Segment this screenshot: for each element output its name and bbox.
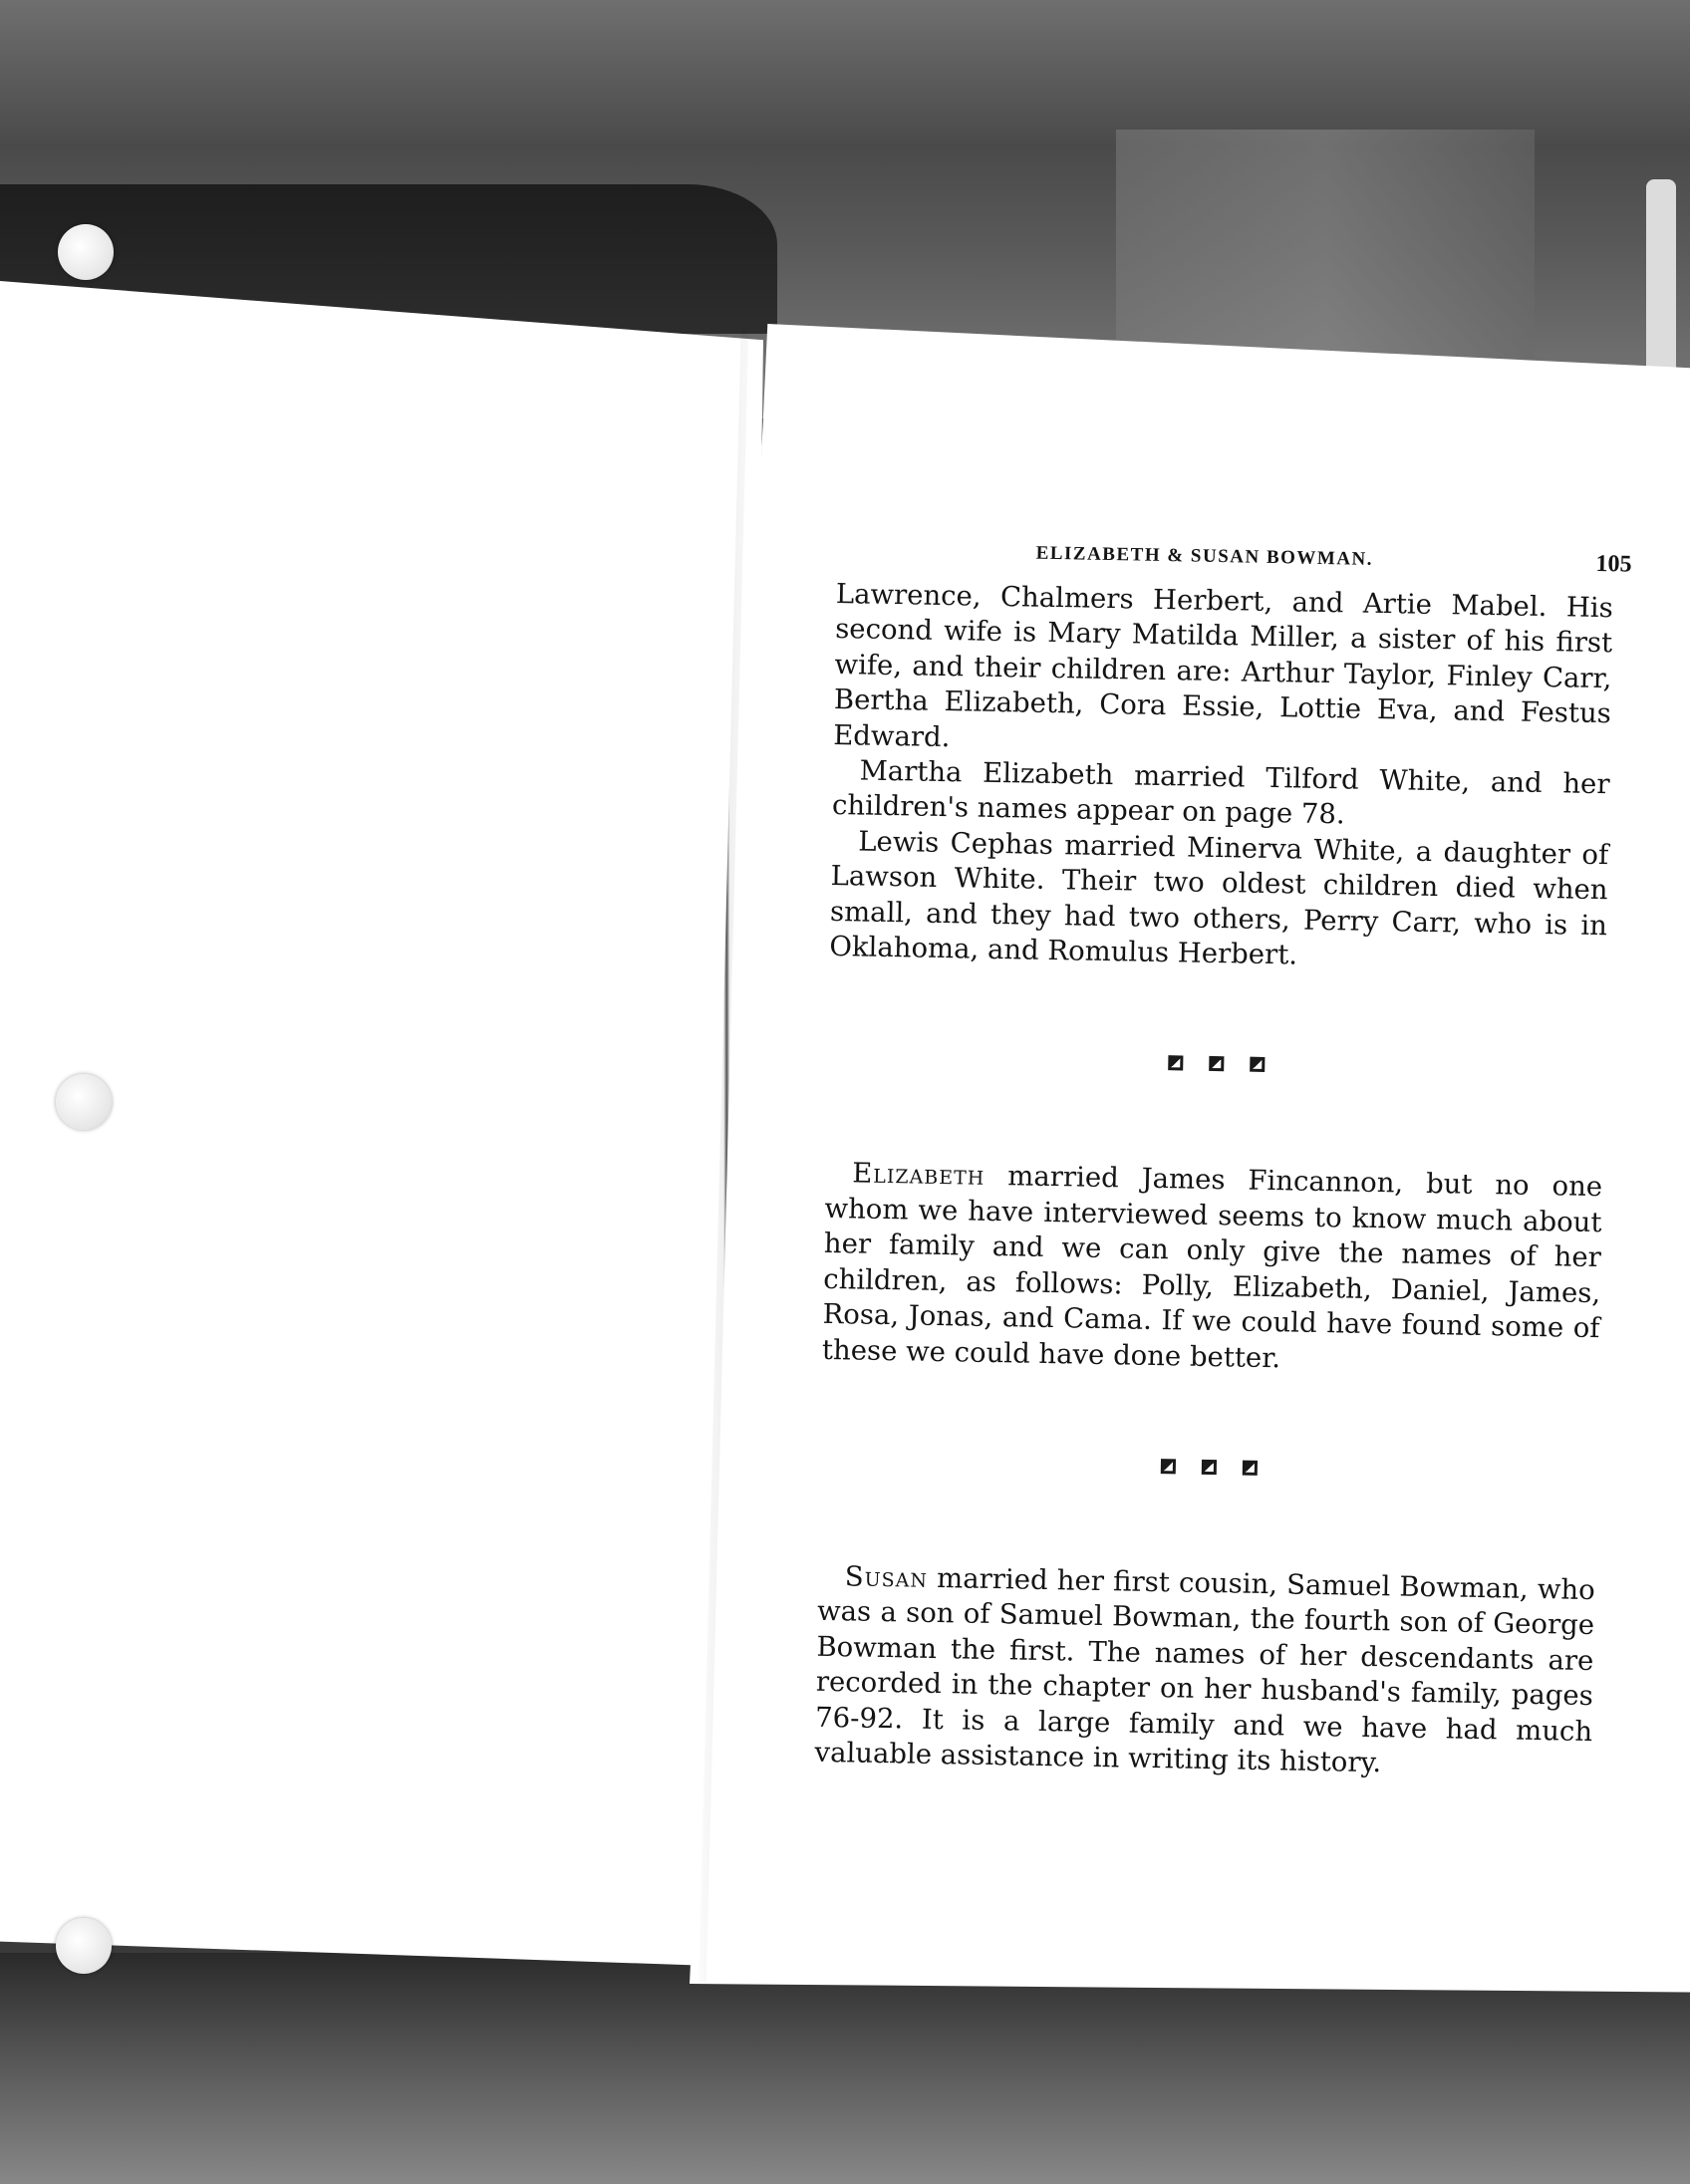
paragraph-lead-word: Elizabeth: [851, 1157, 986, 1193]
ornament-icon: [1160, 1459, 1175, 1474]
paragraph-elizabeth: [822, 1156, 1603, 1382]
paragraph-body: married her first cousin, Samuel Bowman, who was a son of Samuel Bowman, the fourth son of George Bowman the first. The names of her descendants are recorded in the chapter on her husband's family, pages 76-92. It is a large family and we have had much valuable assistance in writing its history.: [814, 1561, 1595, 1779]
ornament-icon: [1201, 1460, 1216, 1475]
ornament-icon: [1242, 1461, 1257, 1476]
ornament-icon: [1250, 1057, 1265, 1072]
paragraph-lewis-cephas: Lewis Cephas married Minerva White, a daughter of Lawson White. Their two oldest children died when small, and they had two others, Perry Carr, who is in Oklahoma, and Romulus Herbert.: [829, 825, 1609, 971]
paragraph-continued: Lawrence, Chalmers Herbert, and Artie Mabel. His second wife is Mary Matilda Miller, a sister of his first wife, and their children are: Arthur Taylor, Finley Carr, Bertha Elizabeth, Cora Essie, Lottie Eva, and Festus Edward.: [832, 577, 1614, 753]
section-break: [820, 1453, 1597, 1482]
punch-hole-icon: [56, 1074, 112, 1130]
ornament-icon: [1209, 1056, 1224, 1071]
paragraph-body: married James Fincannon, but no one whom we have interviewed seems to know much about her family and we can only give the names of her children, as follows: Polly, Elizabeth, Daniel, James, Rosa, Jonas, and Cama. If we could have found some of these we could have done better.: [821, 1160, 1603, 1374]
section-break: [827, 1049, 1604, 1078]
paragraph-martha-elizabeth: Martha Elizabeth married Tilford White, and her children's names appear on page 78.: [831, 754, 1610, 831]
page-number: 105: [1595, 550, 1632, 578]
punch-hole-icon: [56, 1918, 112, 1974]
running-title: ELIZABETH & SUSAN BOWMAN.: [1035, 542, 1374, 570]
punch-hole-icon: [58, 224, 114, 280]
paragraph-susan: [814, 1559, 1595, 1785]
background-edge-strip: [1646, 179, 1676, 379]
paragraph-lead-word: Susan: [844, 1560, 929, 1594]
background-panel: [1116, 130, 1535, 369]
left-page-blank: [0, 281, 763, 1967]
ornament-icon: [1168, 1056, 1183, 1071]
page-text: [814, 533, 1632, 1784]
